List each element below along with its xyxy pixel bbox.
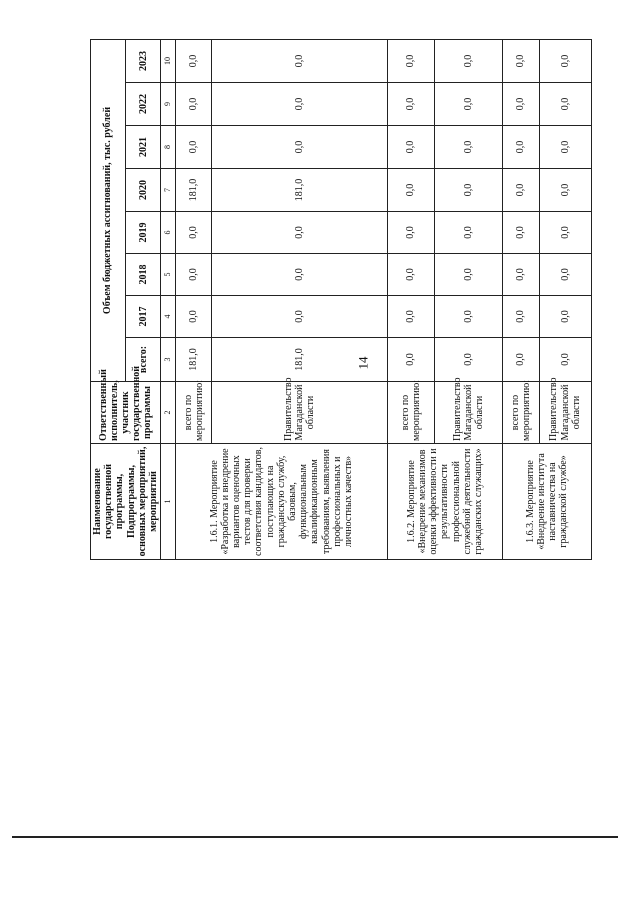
column-number: 7 [161,169,176,212]
measure-name: 1.6.1. Мероприятие «Разработка и внедрение вариантов оценочных тестов для проверки соответствия кандидатов, поступающих на гражданскую службу, базовым, функциональным квалификационным требованиям, выявления профессиональных и личностных качеств» [176,444,388,560]
value-cell: 0,0 [212,254,387,296]
value-cell: 0,0 [539,254,591,296]
value-cell: 0,0 [387,39,434,82]
header-year: 2023 [126,39,161,82]
executor-cell: всего по мероприятию: [176,382,212,444]
value-cell: 0,0 [387,296,434,338]
value-cell: 0,0 [539,169,591,212]
value-cell: 0,0 [435,126,503,169]
value-cell: 0,0 [435,212,503,254]
value-cell: 0,0 [503,169,539,212]
budget-table [90,39,592,560]
column-number: 8 [161,126,176,169]
header-year: 2018 [126,254,161,296]
value-cell: 0,0 [387,212,434,254]
value-cell: 0,0 [212,83,387,126]
executor-cell: Правительство Магаданской области [435,382,503,444]
column-number: 9 [161,83,176,126]
measure-name: 1.6.2. Мероприятие «Внедрение механизмов оценки эффективности и результативности профессиональной служебной деятельности гражданских служащих» [387,444,503,560]
value-cell: 0,0 [387,338,434,382]
executor-cell: Правительство Магаданской области [212,382,387,444]
header-year: 2021 [126,126,161,169]
column-number: 3 [161,338,176,382]
value-cell: 0,0 [176,126,212,169]
header-row-1 [91,39,126,559]
measure-name: 1.6.3. Мероприятие «Внедрение института наставничества на гражданской службе» [503,444,591,560]
value-cell: 0,0 [176,254,212,296]
value-cell: 0,0 [539,296,591,338]
column-number: 6 [161,212,176,254]
header-year: 2022 [126,83,161,126]
value-cell: 0,0 [176,39,212,82]
value-cell: 0,0 [212,39,387,82]
value-cell: 0,0 [539,83,591,126]
header-name: Наименование государственной программы, Подпрограммы, основных мероприятий, мероприятий [91,444,161,560]
header-year: 2019 [126,212,161,254]
column-number: 2 [161,382,176,444]
value-cell: 0,0 [539,126,591,169]
value-cell: 0,0 [503,212,539,254]
column-number: 4 [161,296,176,338]
value-cell: 0,0 [435,254,503,296]
value-cell: 0,0 [503,39,539,82]
header-executor: Ответственный исполнитель, участник государственной программы [91,382,161,444]
value-cell: 0,0 [176,212,212,254]
header-year: 2017 [126,296,161,338]
value-cell: 0,0 [503,83,539,126]
executor-cell: всего по мероприятию: [503,382,539,444]
value-cell: 0,0 [212,212,387,254]
value-cell: 0,0 [503,126,539,169]
bottom-rule [12,836,618,838]
value-cell: 0,0 [387,83,434,126]
column-number-row [161,39,176,559]
header-total: всего: [126,338,161,382]
value-cell: 0,0 [176,83,212,126]
value-cell: 0,0 [387,126,434,169]
value-cell: 0,0 [387,169,434,212]
table-row [387,39,434,559]
value-cell: 0,0 [435,39,503,82]
value-cell: 181,0 [212,169,387,212]
value-cell: 0,0 [435,338,503,382]
value-cell: 0,0 [176,296,212,338]
executor-cell: Правительство Магаданской области [539,382,591,444]
value-cell: 181,0 [176,169,212,212]
value-cell: 181,0 [212,338,387,382]
column-number: 10 [161,39,176,82]
table-row [176,39,212,559]
value-cell: 0,0 [387,254,434,296]
value-cell: 0,0 [435,169,503,212]
value-cell: 0,0 [539,39,591,82]
page-number: 14 [355,356,371,370]
rotated-table-wrapper [90,40,582,560]
header-year: 2020 [126,169,161,212]
value-cell: 0,0 [435,83,503,126]
executor-cell: всего по мероприятию: [387,382,434,444]
column-number: 5 [161,254,176,296]
value-cell: 0,0 [212,296,387,338]
value-cell: 0,0 [539,338,591,382]
value-cell: 0,0 [435,296,503,338]
value-cell: 0,0 [503,254,539,296]
header-budget-group: Объем бюджетных ассигнований, тыс. рублей [91,39,126,381]
value-cell: 181,0 [176,338,212,382]
column-number: 1 [161,444,176,560]
value-cell: 0,0 [539,212,591,254]
table-row [503,39,539,559]
value-cell: 0,0 [212,126,387,169]
value-cell: 0,0 [503,338,539,382]
value-cell: 0,0 [503,296,539,338]
